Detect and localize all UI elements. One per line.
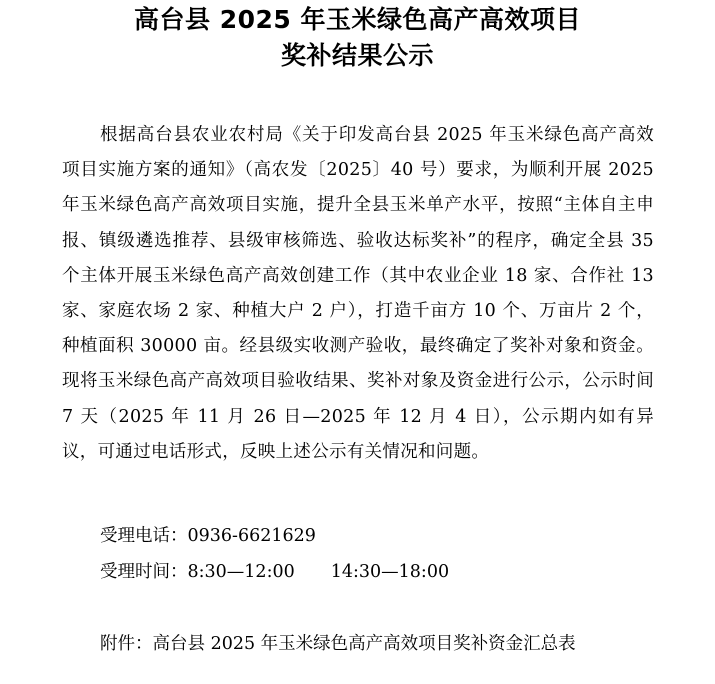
- body-paragraph: 根据高台县农业农村局《关于印发高台县 2025 年玉米绿色高产高效项目实施方案的通知》（高农发〔2025〕40 号）要求，为顺利开展 2025 年玉米绿色高产高效项目实施，提升全县玉米单产水平，按照“主体自主申报、镇级遴选推荐、县级审核筛选、验收达标奖补”的程序，确定全县 35 个主体开展玉米绿色高产高效创建工作（其中农业企业 18 家、合作社 13 家、家庭农场 2 家、种植大户 2 户），打造千亩方 10 个、万亩片 2 个，种植面积 30000 亩。经县级实收测产验收，最终确定了奖补对象和资金。现将玉米绿色高产高效项目验收结果、奖补对象及资金进行公示，公示时间 7 天（2025 年 11 月 26 日—2025 年 12 月 4 日），公示期内如有异议，可通过电话形式，反映上述公示有关情况和问题。: [62, 125, 654, 462]
- document-title-line1: 高台县 2025 年玉米绿色高产高效项目: [134, 5, 581, 34]
- attachment-title: 高台县 2025 年玉米绿色高产高效项目奖补资金汇总表: [152, 634, 576, 654]
- attachment-line: [100, 627, 576, 662]
- time-afternoon: 14:30—18:00: [330, 562, 450, 582]
- document-title-line2: 奖补结果公示: [280, 41, 434, 70]
- phone-number: 0936-6621629: [187, 526, 316, 546]
- contact-time-line: [100, 555, 449, 590]
- time-label: 受理时间：: [100, 562, 188, 582]
- time-morning: 8:30—12:00: [187, 562, 295, 582]
- attachment-label: 附件：: [100, 634, 153, 654]
- phone-label: 受理电话：: [100, 526, 188, 546]
- contact-phone-line: [100, 519, 316, 554]
